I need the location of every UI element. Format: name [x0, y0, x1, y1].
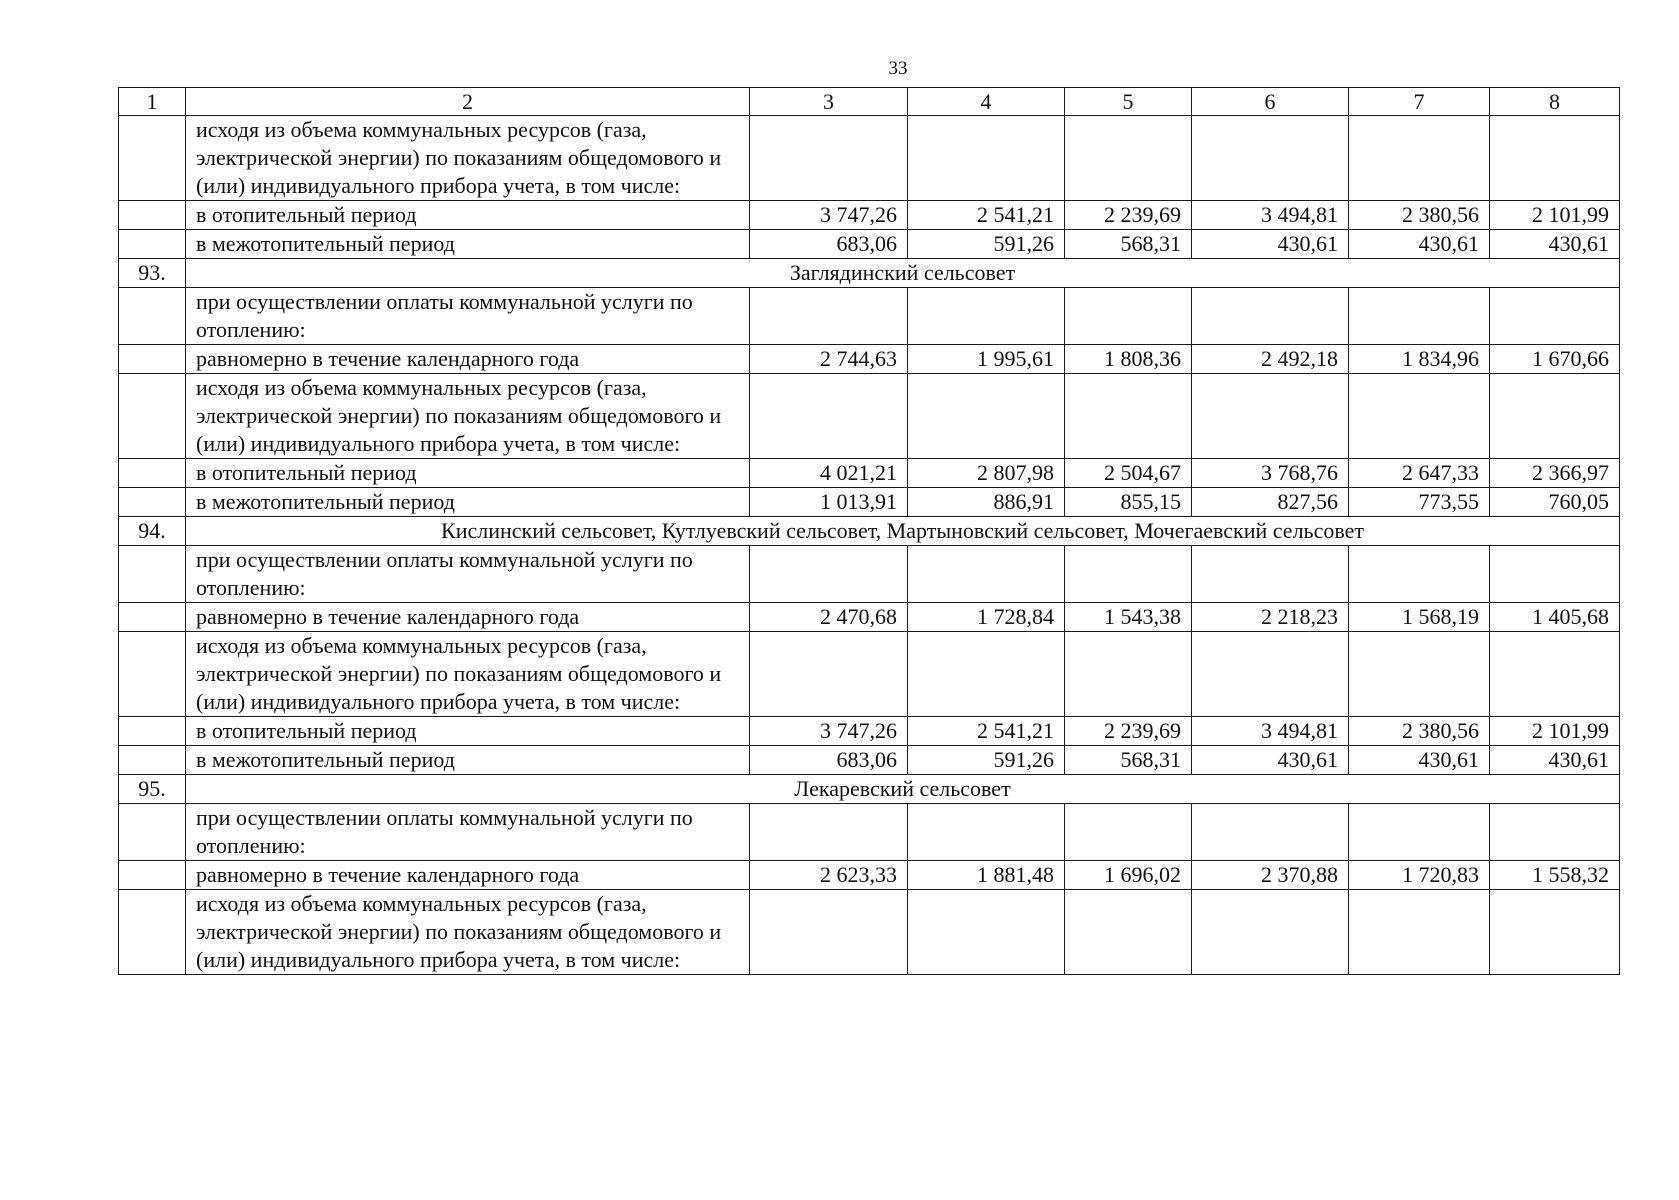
value-cell-col-6 [1192, 890, 1349, 975]
table-row [119, 288, 1620, 345]
value-cell-col-6: 3 768,76 [1192, 459, 1349, 488]
row-description: в межотопительный период [186, 230, 750, 259]
value-cell-col-8: 1 558,32 [1490, 861, 1620, 890]
value-cell-col-4: 1 995,61 [908, 345, 1065, 374]
value-cell-col-7: 2 380,56 [1349, 201, 1490, 230]
value-cell-col-3 [750, 632, 908, 717]
value-cell-col-3: 4 021,21 [750, 459, 908, 488]
table-row [119, 116, 1620, 201]
row-number-cell [119, 230, 186, 259]
value-cell-col-3: 2 470,68 [750, 603, 908, 632]
group-number: 94. [119, 517, 186, 546]
row-number-cell [119, 288, 186, 345]
value-cell-col-4: 1 728,84 [908, 603, 1065, 632]
column-number: 1 [119, 88, 186, 116]
value-cell-col-4: 2 541,21 [908, 717, 1065, 746]
table-row [119, 345, 1620, 374]
column-number: 2 [186, 88, 750, 116]
table-row [119, 201, 1620, 230]
column-number: 6 [1192, 88, 1349, 116]
table-row [119, 488, 1620, 517]
value-cell-col-5: 2 239,69 [1065, 717, 1192, 746]
value-cell-col-8: 430,61 [1490, 746, 1620, 775]
value-cell-col-3: 3 747,26 [750, 717, 908, 746]
value-cell-col-7: 1 834,96 [1349, 345, 1490, 374]
row-number-cell [119, 374, 186, 459]
tariff-table [118, 87, 1620, 975]
table-body [119, 88, 1620, 975]
row-number-cell [119, 603, 186, 632]
value-cell-col-4: 591,26 [908, 230, 1065, 259]
value-cell-col-5 [1065, 890, 1192, 975]
value-cell-col-4: 591,26 [908, 746, 1065, 775]
value-cell-col-7 [1349, 546, 1490, 603]
row-number-cell [119, 861, 186, 890]
value-cell-col-6: 430,61 [1192, 746, 1349, 775]
value-cell-col-3: 683,06 [750, 746, 908, 775]
column-number: 4 [908, 88, 1065, 116]
value-cell-col-3 [750, 804, 908, 861]
value-cell-col-7 [1349, 632, 1490, 717]
value-cell-col-3: 3 747,26 [750, 201, 908, 230]
row-description: при осуществлении оплаты коммунальной услуги по отоплению: [186, 804, 750, 861]
group-number: 95. [119, 775, 186, 804]
value-cell-col-6 [1192, 804, 1349, 861]
value-cell-col-5: 2 239,69 [1065, 201, 1192, 230]
value-cell-col-3 [750, 546, 908, 603]
row-description: равномерно в течение календарного года [186, 345, 750, 374]
value-cell-col-7 [1349, 288, 1490, 345]
value-cell-col-8 [1490, 890, 1620, 975]
value-cell-col-5: 1 696,02 [1065, 861, 1192, 890]
value-cell-col-7: 1 720,83 [1349, 861, 1490, 890]
value-cell-col-5: 2 504,67 [1065, 459, 1192, 488]
value-cell-col-8: 1 405,68 [1490, 603, 1620, 632]
page-number: 33 [888, 58, 908, 79]
column-number: 3 [750, 88, 908, 116]
row-description: в межотопительный период [186, 746, 750, 775]
value-cell-col-7 [1349, 804, 1490, 861]
value-cell-col-4: 1 881,48 [908, 861, 1065, 890]
value-cell-col-6 [1192, 546, 1349, 603]
value-cell-col-6: 3 494,81 [1192, 717, 1349, 746]
column-number: 7 [1349, 88, 1490, 116]
value-cell-col-4: 2 807,98 [908, 459, 1065, 488]
value-cell-col-7: 430,61 [1349, 230, 1490, 259]
row-description: в отопительный период [186, 201, 750, 230]
value-cell-col-5 [1065, 116, 1192, 201]
value-cell-col-5: 1 543,38 [1065, 603, 1192, 632]
table-row [119, 230, 1620, 259]
value-cell-col-3: 1 013,91 [750, 488, 908, 517]
row-description: в отопительный период [186, 717, 750, 746]
value-cell-col-6: 3 494,81 [1192, 201, 1349, 230]
value-cell-col-4 [908, 546, 1065, 603]
group-number: 93. [119, 259, 186, 288]
value-cell-col-8 [1490, 116, 1620, 201]
row-number-cell [119, 116, 186, 201]
value-cell-col-8 [1490, 546, 1620, 603]
value-cell-col-6: 827,56 [1192, 488, 1349, 517]
value-cell-col-5 [1065, 632, 1192, 717]
value-cell-col-5 [1065, 374, 1192, 459]
value-cell-col-3 [750, 288, 908, 345]
value-cell-col-4 [908, 116, 1065, 201]
value-cell-col-7 [1349, 890, 1490, 975]
group-header-row [119, 517, 1620, 546]
value-cell-col-6 [1192, 116, 1349, 201]
table-row [119, 804, 1620, 861]
value-cell-col-3 [750, 374, 908, 459]
row-description: при осуществлении оплаты коммунальной услуги по отоплению: [186, 546, 750, 603]
value-cell-col-8: 2 366,97 [1490, 459, 1620, 488]
value-cell-col-7: 2 380,56 [1349, 717, 1490, 746]
group-header-row [119, 775, 1620, 804]
table-row [119, 632, 1620, 717]
table-row [119, 374, 1620, 459]
value-cell-col-3: 683,06 [750, 230, 908, 259]
value-cell-col-8 [1490, 374, 1620, 459]
value-cell-col-5 [1065, 546, 1192, 603]
row-number-cell [119, 804, 186, 861]
value-cell-col-8 [1490, 804, 1620, 861]
value-cell-col-8: 760,05 [1490, 488, 1620, 517]
value-cell-col-6: 2 370,88 [1192, 861, 1349, 890]
value-cell-col-8 [1490, 632, 1620, 717]
row-number-cell [119, 459, 186, 488]
row-number-cell [119, 632, 186, 717]
value-cell-col-6 [1192, 288, 1349, 345]
value-cell-col-4: 2 541,21 [908, 201, 1065, 230]
row-number-cell [119, 746, 186, 775]
value-cell-col-4 [908, 288, 1065, 345]
value-cell-col-7: 773,55 [1349, 488, 1490, 517]
value-cell-col-4 [908, 632, 1065, 717]
row-description: исходя из объема коммунальных ресурсов (газа, электрической энергии) по показаниям общедомового и (или) индивидуального прибора учета, в том числе: [186, 890, 750, 975]
value-cell-col-8: 430,61 [1490, 230, 1620, 259]
table-row [119, 890, 1620, 975]
value-cell-col-7 [1349, 374, 1490, 459]
row-number-cell [119, 488, 186, 517]
value-cell-col-5: 568,31 [1065, 230, 1192, 259]
value-cell-col-3: 2 623,33 [750, 861, 908, 890]
value-cell-col-3: 2 744,63 [750, 345, 908, 374]
row-description: в межотопительный период [186, 488, 750, 517]
group-title: Заглядинский сельсовет [186, 259, 1620, 288]
row-description: исходя из объема коммунальных ресурсов (газа, электрической энергии) по показаниям общедомового и (или) индивидуального прибора учета, в том числе: [186, 632, 750, 717]
row-description: в отопительный период [186, 459, 750, 488]
value-cell-col-4 [908, 804, 1065, 861]
value-cell-col-5: 1 808,36 [1065, 345, 1192, 374]
value-cell-col-6: 2 218,23 [1192, 603, 1349, 632]
row-number-cell [119, 546, 186, 603]
value-cell-col-7 [1349, 116, 1490, 201]
table-row [119, 546, 1620, 603]
group-title: Кислинский сельсовет, Кутлуевский сельсовет, Мартыновский сельсовет, Мочегаевский сельсовет [186, 517, 1620, 546]
value-cell-col-4: 886,91 [908, 488, 1065, 517]
value-cell-col-6: 430,61 [1192, 230, 1349, 259]
value-cell-col-4 [908, 374, 1065, 459]
value-cell-col-3 [750, 116, 908, 201]
value-cell-col-4 [908, 890, 1065, 975]
column-number: 5 [1065, 88, 1192, 116]
row-description: при осуществлении оплаты коммунальной услуги по отоплению: [186, 288, 750, 345]
value-cell-col-7: 2 647,33 [1349, 459, 1490, 488]
table-row [119, 717, 1620, 746]
group-title: Лекаревский сельсовет [186, 775, 1620, 804]
row-description: равномерно в течение календарного года [186, 603, 750, 632]
row-description: равномерно в течение календарного года [186, 861, 750, 890]
value-cell-col-6 [1192, 632, 1349, 717]
value-cell-col-8 [1490, 288, 1620, 345]
value-cell-col-7: 1 568,19 [1349, 603, 1490, 632]
value-cell-col-7: 430,61 [1349, 746, 1490, 775]
row-number-cell [119, 345, 186, 374]
value-cell-col-8: 1 670,66 [1490, 345, 1620, 374]
column-number: 8 [1490, 88, 1620, 116]
value-cell-col-6: 2 492,18 [1192, 345, 1349, 374]
value-cell-col-5: 568,31 [1065, 746, 1192, 775]
row-number-cell [119, 890, 186, 975]
value-cell-col-5 [1065, 804, 1192, 861]
table-row [119, 861, 1620, 890]
row-description: исходя из объема коммунальных ресурсов (газа, электрической энергии) по показаниям общедомового и (или) индивидуального прибора учета, в том числе: [186, 374, 750, 459]
group-header-row [119, 259, 1620, 288]
value-cell-col-3 [750, 890, 908, 975]
value-cell-col-6 [1192, 374, 1349, 459]
table-row [119, 459, 1620, 488]
column-number-row [119, 88, 1620, 116]
row-number-cell [119, 717, 186, 746]
value-cell-col-8: 2 101,99 [1490, 201, 1620, 230]
row-number-cell [119, 201, 186, 230]
row-description: исходя из объема коммунальных ресурсов (газа, электрической энергии) по показаниям общедомового и (или) индивидуального прибора учета, в том числе: [186, 116, 750, 201]
value-cell-col-5 [1065, 288, 1192, 345]
value-cell-col-5: 855,15 [1065, 488, 1192, 517]
value-cell-col-8: 2 101,99 [1490, 717, 1620, 746]
table-row [119, 603, 1620, 632]
table-row [119, 746, 1620, 775]
